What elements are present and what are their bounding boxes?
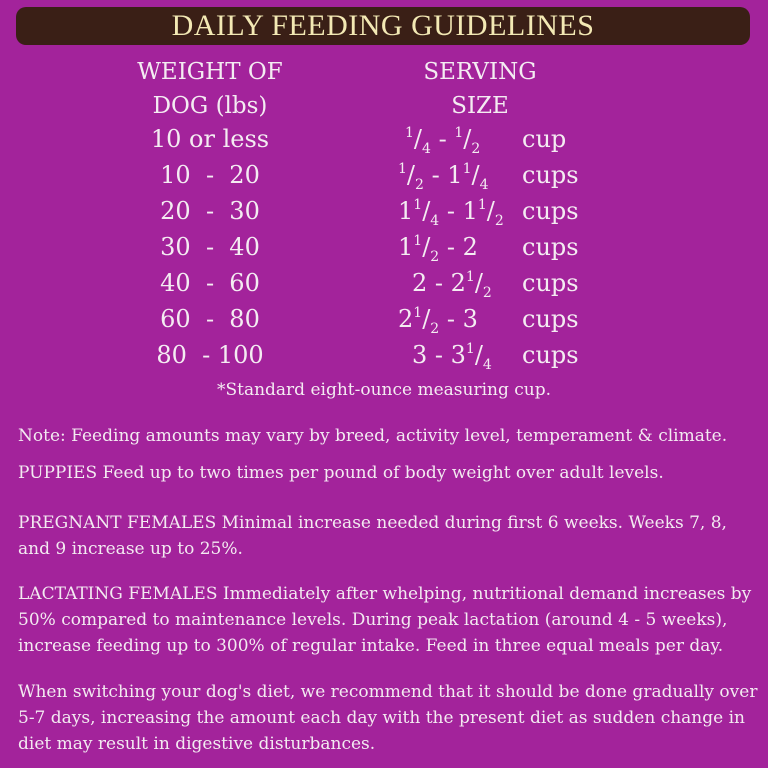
lactating-text: Immediately after whelping, nutritional demand increases by 50% compared to maintenance levels. During peak lactation (around 4 - 5 weeks), increase feeding up to 300% of regular intake. Feed in three equal meals per day.: [18, 584, 752, 656]
serving-cell: $2^1/_2 - 3$: [398, 305, 478, 337]
unit-cell: cups: [522, 305, 579, 333]
note-text: Note: Feeding amounts may vary by breed, activity level, temperament & climate.: [18, 426, 728, 446]
weight-column-header: [120, 55, 300, 123]
page-title: DAILY FEEDING GUIDELINES: [171, 9, 595, 42]
unit-cell: cup: [522, 125, 567, 153]
serving-cell: $1^1/_2 - 2$: [398, 233, 478, 265]
switching-paragraph: When switching your dog's diet, we recommend that it should be done gradually over 5-7 days, increasing the amount each day with the present diet as sudden change in diet may result in digestive disturbances.: [18, 682, 758, 754]
pregnant-label: PREGNANT FEMALES: [18, 513, 217, 533]
title-banner: [16, 7, 750, 45]
unit-cell: cups: [522, 161, 579, 189]
serving-column-header: [390, 55, 570, 123]
serving-cell: $2 - 2^1/_2$: [412, 269, 492, 301]
pregnant-paragraph: [18, 510, 758, 562]
weight-header-line2: DOG (lbs): [152, 93, 268, 119]
weight-cell: 80 - 100: [156, 341, 264, 369]
serving-header-line1: SERVING: [423, 59, 537, 85]
lactating-paragraph: [18, 581, 758, 659]
table-row: [0, 341, 768, 377]
table-footnote: *Standard eight-ounce measuring cup.: [216, 380, 552, 400]
puppies-label: PUPPIES: [18, 463, 98, 483]
unit-cell: cups: [522, 341, 579, 369]
weight-cell: 10 or less: [150, 125, 270, 153]
table-row: [0, 197, 768, 233]
unit-cell: cups: [522, 233, 579, 261]
table-row: [0, 125, 768, 161]
table-row: [0, 233, 768, 269]
serving-cell: $1^1/_4 - 1^1/_2$: [398, 197, 504, 229]
unit-cell: cups: [522, 197, 579, 225]
pregnant-text: Minimal increase needed during first 6 weeks. Weeks 7, 8, and 9 increase up to 25%.: [18, 513, 727, 559]
serving-cell: $3 - 3^1/_4$: [412, 341, 492, 373]
weight-header-line1: WEIGHT OF: [137, 59, 283, 85]
unit-cell: cups: [522, 269, 579, 297]
lactating-label: LACTATING FEMALES: [18, 584, 218, 604]
puppies-paragraph: [18, 460, 758, 486]
weight-cell: 30 - 40: [160, 233, 260, 261]
table-row: [0, 305, 768, 341]
table-row: [0, 269, 768, 305]
puppies-text: Feed up to two times per pound of body weight over adult levels.: [97, 463, 664, 483]
weight-cell: 60 - 80: [160, 305, 260, 333]
weight-cell: 10 - 20: [160, 161, 260, 189]
table-row: [0, 161, 768, 197]
weight-cell: 40 - 60: [160, 269, 260, 297]
serving-header-line2: SIZE: [451, 93, 509, 119]
weight-cell: 20 - 30: [160, 197, 260, 225]
serving-cell: $^1/_4 - ^1/_2$: [405, 125, 481, 157]
serving-cell: $^1/_2 - 1^1/_4$: [398, 161, 489, 193]
